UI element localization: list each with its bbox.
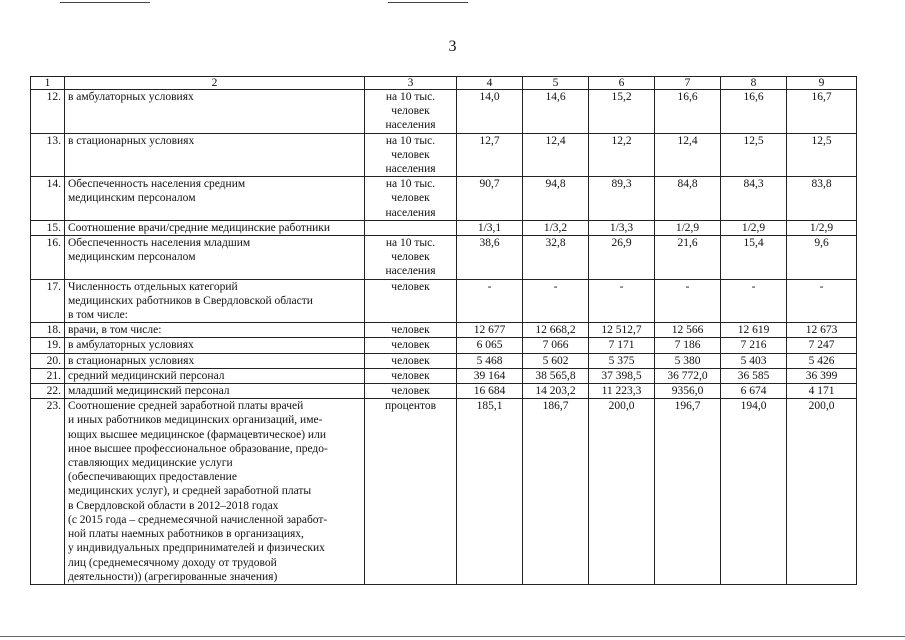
table-row (31, 338, 857, 353)
unit-line: населения (385, 265, 436, 278)
table-row (31, 384, 857, 399)
table-row (31, 177, 857, 221)
value-cell: 39 164 (457, 368, 523, 383)
unit-cell (365, 133, 457, 177)
data-table (30, 76, 857, 585)
row-number: 22. (31, 384, 65, 399)
indicator-name-line: в амбулаторных условиях (68, 91, 194, 103)
value-cell: 16,6 (721, 90, 787, 134)
scan-edge-bottom (0, 636, 905, 637)
row-number: 21. (31, 368, 65, 383)
row-number: 16. (31, 236, 65, 280)
indicator-name-line: Соотношение врачи/средние медицинские работники (68, 221, 331, 234)
value-cell: 7 066 (523, 338, 589, 353)
row-number: 19. (31, 338, 65, 353)
unit-line: человек (391, 192, 430, 205)
table-row (31, 90, 857, 134)
unit-line: на 10 тыс. (385, 237, 436, 250)
indicator-name-line: в Свердловской области в 2012–2018 годах (68, 499, 279, 512)
value-cell: - (589, 279, 655, 323)
value-cell: 15,2 (589, 90, 655, 134)
unit-cell (365, 323, 457, 338)
indicator-name-line: в стационарных условиях (68, 354, 195, 367)
unit-line: человек (391, 280, 430, 293)
table-row (31, 236, 857, 280)
column-header: 3 (365, 77, 457, 90)
value-cell: 9356,0 (655, 384, 721, 399)
indicator-name (65, 399, 365, 585)
unit-line: человек (391, 369, 430, 382)
value-cell: 1/2,9 (787, 220, 857, 235)
unit-line: на 10 тыс. (385, 91, 436, 103)
unit-line: населения (385, 119, 436, 132)
indicator-name-line: врачи, в том числе: (68, 324, 162, 337)
indicator-name-line: ющих высшее медицинское (фармацевтическое) или (68, 428, 326, 441)
indicator-name-line: в том числе: (68, 309, 128, 322)
page-number: 3 (448, 38, 457, 55)
value-cell: 83,8 (787, 177, 857, 221)
indicator-name (65, 338, 365, 353)
value-cell: 12,4 (655, 133, 721, 177)
row-number: 20. (31, 353, 65, 368)
column-header: 9 (787, 77, 857, 90)
value-cell: 26,9 (589, 236, 655, 280)
table-row (31, 368, 857, 383)
row-number: 18. (31, 323, 65, 338)
indicator-name-line: средний медицинский персонал (68, 369, 225, 382)
indicator-name (65, 177, 365, 221)
value-cell: 7 216 (721, 338, 787, 353)
indicator-name (65, 279, 365, 323)
indicator-name-line: медицинским персоналом (68, 251, 196, 264)
value-cell: 12,7 (457, 133, 523, 177)
unit-line: на 10 тыс. (385, 134, 436, 147)
value-cell: 1/3,3 (589, 220, 655, 235)
unit-line: человек (391, 105, 430, 118)
value-cell: 1/2,9 (721, 220, 787, 235)
value-cell: 185,1 (457, 399, 523, 585)
indicator-name-line: ставляющих медицинские услуги (68, 457, 233, 470)
value-cell: 5 468 (457, 353, 523, 368)
unit-cell (365, 236, 457, 280)
unit-cell (365, 384, 457, 399)
indicator-name (65, 220, 365, 235)
row-number: 13. (31, 133, 65, 177)
indicator-name-line: (с 2015 года – среднемесячной начисленной заработ- (68, 513, 328, 526)
table-body (31, 77, 857, 585)
unit-cell (365, 368, 457, 383)
value-cell: 94,8 (523, 177, 589, 221)
indicator-name (65, 323, 365, 338)
scan-edge-top-left (60, 2, 150, 3)
value-cell: 11 223,3 (589, 384, 655, 399)
column-header: 6 (589, 77, 655, 90)
value-cell: 200,0 (589, 399, 655, 585)
row-number: 14. (31, 177, 65, 221)
indicator-name-line: (обеспечивающих предоставление (68, 471, 237, 484)
unit-line: населения (385, 206, 436, 219)
value-cell: 38,6 (457, 236, 523, 280)
indicator-name-line: лиц (среднемесячному доходу от трудовой (68, 556, 277, 569)
indicator-name-line: у индивидуальных предпринимателей и физических (68, 542, 325, 555)
unit-cell (365, 90, 457, 134)
value-cell: 5 426 (787, 353, 857, 368)
value-cell: - (721, 279, 787, 323)
unit-line: человек (391, 148, 430, 161)
value-cell: 7 186 (655, 338, 721, 353)
row-number: 23. (31, 399, 65, 585)
indicator-name-line: в амбулаторных условиях (68, 339, 194, 352)
value-cell: 12,2 (589, 133, 655, 177)
value-cell: 186,7 (523, 399, 589, 585)
value-cell: - (523, 279, 589, 323)
indicator-name-line: медицинским персоналом (68, 192, 196, 205)
value-cell: 5 375 (589, 353, 655, 368)
indicator-name (65, 90, 365, 134)
value-cell: 38 565,8 (523, 368, 589, 383)
row-number: 17. (31, 279, 65, 323)
value-cell: - (457, 279, 523, 323)
table-header-row (31, 77, 857, 90)
scan-edge-top-mid (388, 2, 468, 3)
indicator-name-line: медицинских работников в Свердловской области (68, 294, 313, 307)
table-row (31, 133, 857, 177)
value-cell: 36 772,0 (655, 368, 721, 383)
indicator-name (65, 353, 365, 368)
value-cell: 1/3,2 (523, 220, 589, 235)
value-cell: 9,6 (787, 236, 857, 280)
column-header: 1 (31, 77, 65, 90)
value-cell: 4 171 (787, 384, 857, 399)
table-row (31, 323, 857, 338)
indicator-name-line: и иных работников медицинских организаций, име- (68, 414, 323, 427)
value-cell: 37 398,5 (589, 368, 655, 383)
indicator-name (65, 236, 365, 280)
value-cell: 14 203,2 (523, 384, 589, 399)
indicator-name (65, 368, 365, 383)
value-cell: 84,8 (655, 177, 721, 221)
value-cell: 6 065 (457, 338, 523, 353)
value-cell: 5 602 (523, 353, 589, 368)
unit-line: на 10 тыс. (385, 178, 436, 191)
value-cell: 7 171 (589, 338, 655, 353)
table-row (31, 399, 857, 585)
column-header: 2 (65, 77, 365, 90)
column-header: 8 (721, 77, 787, 90)
value-cell: - (655, 279, 721, 323)
value-cell: 12,4 (523, 133, 589, 177)
value-cell: 36 399 (787, 368, 857, 383)
value-cell: 90,7 (457, 177, 523, 221)
indicator-name-line: Обеспеченность населения средним (68, 178, 246, 191)
indicator-name-line: Численность отдельных категорий (68, 280, 238, 293)
indicator-name-line: Соотношение средней заработной платы врачей (68, 400, 304, 413)
column-header: 7 (655, 77, 721, 90)
value-cell: 194,0 (721, 399, 787, 585)
value-cell: 5 380 (655, 353, 721, 368)
unit-cell (365, 279, 457, 323)
indicator-name (65, 133, 365, 177)
value-cell: 21,6 (655, 236, 721, 280)
value-cell: 12 668,2 (523, 323, 589, 338)
unit-cell (365, 353, 457, 368)
value-cell: 12,5 (721, 133, 787, 177)
value-cell: 1/2,9 (655, 220, 721, 235)
unit-line: человек (391, 385, 430, 398)
unit-cell (365, 399, 457, 585)
unit-line: человек (391, 339, 430, 352)
unit-cell (365, 177, 457, 221)
value-cell: 6 674 (721, 384, 787, 399)
value-cell: 14,6 (523, 90, 589, 134)
value-cell: 12 566 (655, 323, 721, 338)
indicator-name-line: иное высшее профессиональное образование, предо- (68, 442, 328, 455)
indicator-name-line: деятельности)) (агрегированные значения) (68, 570, 278, 583)
value-cell: 12 673 (787, 323, 857, 338)
indicator-name-line: младший медицинский персонал (68, 385, 230, 398)
table-row (31, 220, 857, 235)
column-header: 5 (523, 77, 589, 90)
value-cell: 12 677 (457, 323, 523, 338)
value-cell: 5 403 (721, 353, 787, 368)
value-cell: 89,3 (589, 177, 655, 221)
value-cell: 16 684 (457, 384, 523, 399)
table-row (31, 279, 857, 323)
indicator-name (65, 384, 365, 399)
value-cell: 16,6 (655, 90, 721, 134)
indicator-name-line: Обеспеченность населения младшим (68, 237, 251, 250)
row-number: 15. (31, 220, 65, 235)
value-cell: 12 512,7 (589, 323, 655, 338)
unit-line: человек (391, 354, 430, 367)
unit-cell (365, 338, 457, 353)
unit-line: процентов (384, 400, 437, 413)
value-cell: 196,7 (655, 399, 721, 585)
unit-line: человек (391, 324, 430, 337)
value-cell: 84,3 (721, 177, 787, 221)
value-cell: 12,5 (787, 133, 857, 177)
unit-line: населения (385, 163, 436, 176)
row-number: 12. (31, 90, 65, 134)
unit-line: человек (391, 251, 430, 264)
value-cell: 16,7 (787, 90, 857, 134)
indicator-name-line: в стационарных условиях (68, 134, 195, 147)
value-cell: 200,0 (787, 399, 857, 585)
value-cell: - (787, 279, 857, 323)
value-cell: 7 247 (787, 338, 857, 353)
value-cell: 12 619 (721, 323, 787, 338)
value-cell: 15,4 (721, 236, 787, 280)
unit-cell (365, 220, 457, 235)
indicator-name-line: медицинских услуг), и средней заработной платы (68, 485, 312, 498)
indicator-name-line: ной платы наемных работников в организациях, (68, 528, 304, 541)
table-row (31, 353, 857, 368)
value-cell: 36 585 (721, 368, 787, 383)
value-cell: 1/3,1 (457, 220, 523, 235)
column-header: 4 (457, 77, 523, 90)
value-cell: 14,0 (457, 90, 523, 134)
value-cell: 32,8 (523, 236, 589, 280)
